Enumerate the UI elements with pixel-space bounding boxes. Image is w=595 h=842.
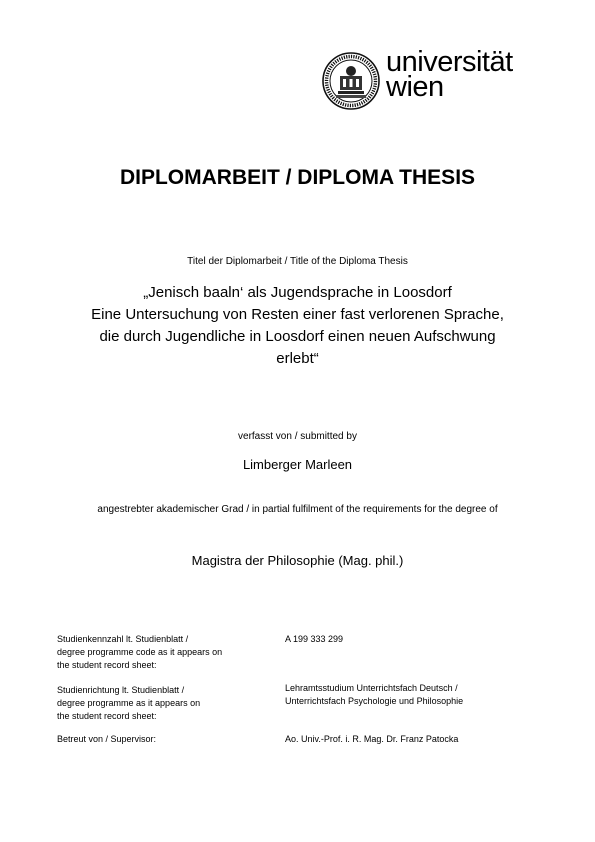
wordmark-line-1: universität — [386, 46, 513, 78]
university-seal-icon — [322, 52, 380, 110]
label-line: degree programme code as it appears on — [57, 647, 223, 657]
document-heading: DIPLOMARBEIT / DIPLOMA THESIS — [119, 166, 476, 189]
degree-name: Magistra der Philosophie (Mag. phil.) — [191, 553, 404, 568]
programme-code-label — [57, 633, 267, 672]
supervisor-value — [285, 733, 555, 746]
degree-caption: angestrebter akademischer Grad / in partial fulfilment of the requirements for the degree of — [97, 504, 498, 515]
value-line: Unterrichtsfach Psychologie und Philosophie — [285, 696, 464, 706]
programme-value — [285, 682, 555, 708]
title-caption: Titel der Diplomarbeit / Title of the Diploma Thesis — [187, 256, 408, 267]
value-line: Ao. Univ.-Prof. i. R. Mag. Dr. Franz Patocka — [285, 734, 459, 744]
supervisor-label — [57, 733, 267, 746]
title-line: erlebt“ — [276, 350, 319, 367]
author-name: Limberger Marleen — [242, 457, 353, 472]
submitted-caption: verfasst von / submitted by — [238, 431, 357, 442]
title-line: die durch Jugendliche in Loosdorf einen neuen Aufschwung — [99, 328, 496, 345]
label-line: Studienkennzahl lt. Studienblatt / — [57, 634, 189, 644]
programme-code-value — [285, 633, 555, 646]
label-line: Betreut von / Supervisor: — [57, 734, 157, 744]
value-line: A 199 333 299 — [285, 634, 344, 644]
label-line: degree programme as it appears on — [57, 698, 201, 708]
label-line: the student record sheet: — [57, 660, 157, 670]
title-line: Eine Untersuchung von Resten einer fast verlorenen Sprache, — [91, 306, 504, 323]
label-line: Studienrichtung lt. Studienblatt / — [57, 685, 185, 695]
programme-label — [57, 684, 267, 723]
value-line: Lehramtsstudium Unterrichtsfach Deutsch / — [285, 683, 458, 693]
label-line: the student record sheet: — [57, 711, 157, 721]
thesis-title — [20, 282, 575, 370]
title-line: „Jenisch baaln‘ als Jugendsprache in Loosdorf — [143, 284, 452, 301]
university-wordmark — [386, 46, 546, 103]
wordmark-line-2: wien — [386, 71, 444, 103]
